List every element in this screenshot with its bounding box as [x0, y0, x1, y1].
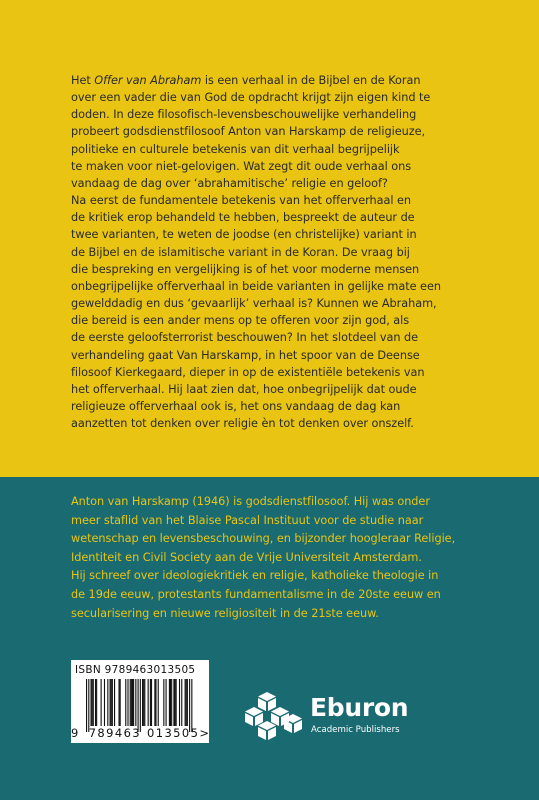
barcode-bar	[138, 679, 139, 732]
blurb-line: vandaag de dag over ‘abrahamitische’ religie en geloof?	[71, 176, 388, 190]
publisher-subtitle: Academic Publishers	[311, 725, 400, 735]
bio-line: Hij schreef over ideologiekritiek en religie, katholieke theologie in	[71, 569, 439, 583]
bio-line: meer staflid van het Blaise Pascal Instituut voor de studie naar	[71, 513, 424, 527]
barcode-bar	[131, 679, 132, 726]
barcode-bar	[154, 679, 155, 726]
barcode-bar	[130, 679, 131, 726]
barcode-bar	[111, 679, 112, 726]
barcode-bar	[189, 679, 190, 732]
barcode-first-digit: 9	[71, 726, 80, 740]
blurb-line: politieke en culturele betekenis van dit verhaal begrijpelijk	[71, 142, 400, 156]
barcode-bar	[150, 679, 151, 726]
blurb-line: die bereid is een ander mens op te offeren voor zijn god, als	[71, 314, 410, 328]
barcode-bar	[140, 679, 141, 732]
blurb-line: verhandeling gaat Van Harskamp, in het spoor van de Deense	[71, 348, 420, 362]
blurb-line: de eerste geloofsterrorist beschouwen? In het slotdeel van de	[71, 331, 419, 345]
barcode-bar	[181, 679, 182, 726]
barcode-bar	[127, 679, 128, 726]
barcode-bar	[101, 679, 102, 726]
blurb-line: gewelddadig en dus ‘gevaarlijk’ verhaal is? Kunnen we Abraham,	[71, 297, 437, 311]
blurb-line	[71, 72, 471, 89]
barcode-bar	[132, 679, 133, 726]
isbn-barcode	[71, 660, 209, 743]
isbn-label: ISBN 9789463013505	[75, 664, 196, 676]
barcode-bar	[173, 679, 174, 726]
barcode-group-left: 789463	[88, 726, 142, 740]
barcode-bar	[112, 679, 113, 726]
blurb-line: doden. In deze filosofisch-levensbeschouwelijke verhandeling	[71, 108, 417, 122]
blurb-line: over een vader die van God de opdracht krijgt zijn eigen kind te	[71, 91, 431, 105]
bio-line: de 19de eeuw, protestants fundamentalisme in de 20ste eeuw en	[71, 587, 441, 601]
blurb-line: die bespreking en vergelijking is of het voor moderne mensen	[71, 262, 420, 276]
barcode-bar	[142, 679, 143, 726]
barcode-bar	[114, 679, 115, 726]
barcode-bar	[176, 679, 177, 726]
bio-line: wetenschap en levensbeschouwing, en bijzonder hoogleraar Religie,	[71, 532, 456, 546]
publisher-logo	[243, 690, 413, 744]
barcode-bar	[151, 679, 152, 726]
blurb-line: te maken voor niet-gelovigen. Wat zegt dit oude verhaal ons	[71, 159, 412, 173]
barcode-bar	[93, 679, 94, 726]
blurb-line: de Bijbel en de islamitische variant in de Koran. De vraag bij	[71, 245, 410, 259]
barcode-bar	[95, 679, 96, 726]
barcode-bar	[92, 679, 93, 726]
barcode-bar	[144, 679, 145, 726]
barcode-bar	[133, 679, 134, 726]
book-title-emphasis: Offer van Abraham	[94, 74, 202, 87]
stacked-cubes-logo-icon	[243, 690, 305, 744]
barcode-bar	[170, 679, 171, 726]
barcode-bar	[120, 679, 121, 726]
barcode-bar	[110, 679, 111, 726]
book-blurb	[71, 72, 471, 432]
author-bio	[71, 493, 471, 623]
barcode-arrow: >	[199, 726, 211, 740]
barcode-bar	[174, 679, 175, 726]
bio-line: Identiteit en Civil Society aan de Vrije Universiteit Amsterdam.	[71, 550, 422, 564]
barcode-bar	[107, 679, 108, 726]
barcode-bar	[104, 679, 105, 726]
barcode-bar	[88, 679, 89, 732]
barcode-bar	[143, 679, 144, 726]
barcode-bar	[171, 679, 172, 726]
blurb-line: aanzetten tot denken over religie èn tot denken over onszelf.	[71, 417, 414, 431]
barcode-bar	[185, 679, 186, 726]
bio-line: Anton van Harskamp (1946) is godsdienstfilosoof. Hij was onder	[71, 495, 430, 508]
blurb-line: Na eerst de fundamentele betekenis van het offerverhaal en	[71, 194, 412, 208]
barcode-bar	[155, 679, 156, 726]
publisher-name: Eburon	[310, 693, 409, 722]
blurb-line: de kritiek erop behandeld te hebben, bespreekt de auteur de	[71, 211, 415, 225]
blurb-line: filosoof Kierkegaard, dieper in op de existentiële betekenis van	[71, 365, 425, 379]
barcode-bar	[179, 679, 180, 726]
barcode-bar	[125, 679, 126, 726]
blurb-line: het offerverhaal. Hij laat zien dat, hoe onbegrijpelijk dat oude	[71, 382, 417, 396]
bio-line: secularisering en nieuwe religiositeit in de 21ste eeuw.	[71, 606, 379, 620]
blurb-line: twee varianten, te weten de joodse (en christelijke) variant in	[71, 228, 417, 242]
barcode-bar	[118, 679, 119, 726]
barcode-bar	[148, 679, 149, 726]
blurb-line: religieuze offerverhaal ook is, het ons vandaag de dag kan	[71, 399, 401, 413]
barcode-bar	[90, 679, 91, 726]
barcode-bar	[186, 679, 187, 726]
blurb-line-end: is een verhaal in de Bijbel en de Koran	[201, 74, 421, 87]
barcode-group-right: 013505	[147, 726, 200, 740]
barcode-bar	[158, 679, 159, 726]
blurb-line: probeert godsdienstfilosoof Anton van Harskamp de religieuze,	[71, 125, 426, 139]
barcode-bar	[135, 679, 136, 726]
blurb-line-start: Het	[71, 74, 95, 87]
barcode-bar	[163, 679, 164, 726]
barcode-bar	[86, 679, 87, 732]
blurb-line: onbegrijpelijke offerverhaal in beide varianten in gelijke mate een	[71, 279, 441, 293]
barcode-bar	[166, 679, 167, 726]
barcode-bar	[96, 679, 97, 726]
barcode-bar	[187, 679, 188, 726]
barcode-bar	[169, 679, 170, 726]
barcode-bar	[191, 679, 192, 732]
barcode-digits	[71, 726, 209, 740]
